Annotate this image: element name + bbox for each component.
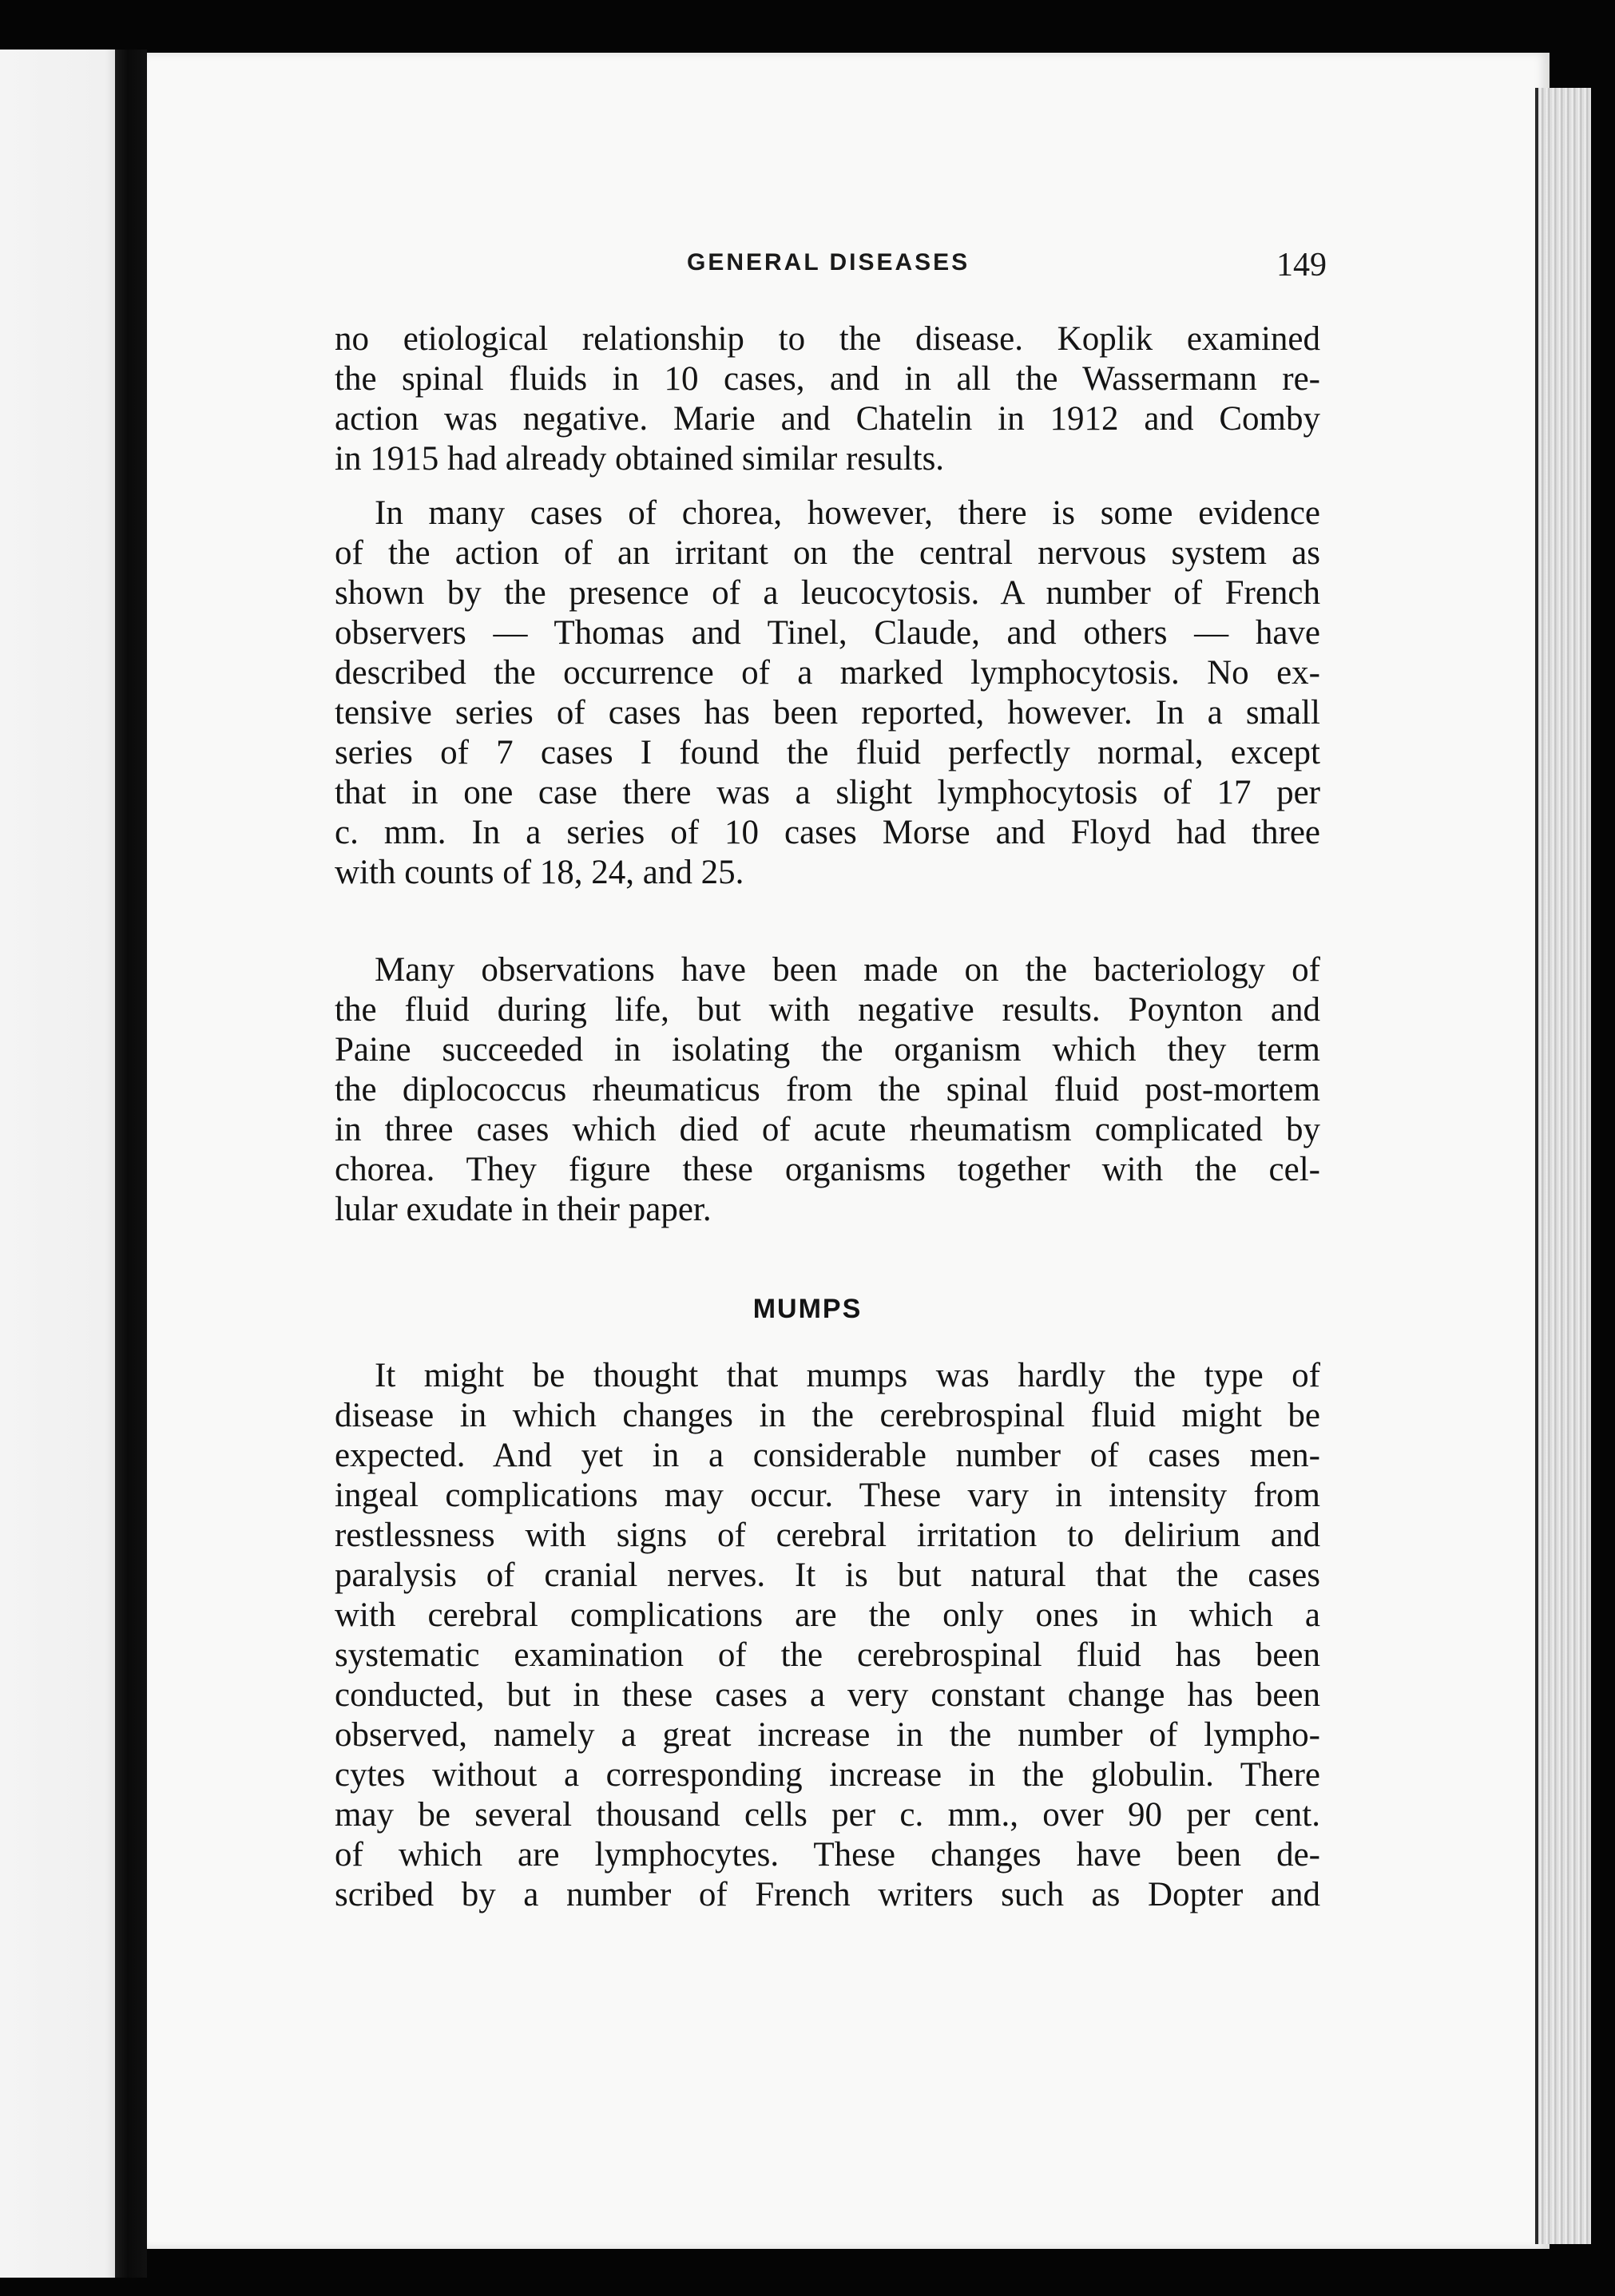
text-line: systematic examination of the cerebrospinal fluid has been: [335, 1636, 1320, 1674]
page-block-edges: [1535, 88, 1591, 2244]
text-line: may be several thousand cells per c. mm., over 90 per cent.: [335, 1796, 1320, 1834]
text-line: the spinal fluids in 10 cases, and in all the Wassermann re-: [335, 360, 1320, 398]
text-line: Paine succeeded in isolating the organism which they term: [335, 1031, 1320, 1069]
running-header: GENERAL DISEASES: [687, 249, 970, 276]
text-line: ingeal complications may occur. These vary in intensity from: [335, 1477, 1320, 1514]
page-number: 149: [1276, 247, 1327, 284]
text-line: cytes without a corresponding increase in the globulin. There: [335, 1756, 1320, 1794]
text-line: conducted, but in these cases a very constant change has been: [335, 1676, 1320, 1714]
section-heading: MUMPS: [752, 1294, 863, 1324]
text-line: chorea. They figure these organisms together with the cel-: [335, 1151, 1320, 1188]
text-line: that in one case there was a slight lymphocytosis of 17 per: [335, 774, 1320, 811]
text-line: restlessness with signs of cerebral irritation to delirium and: [335, 1517, 1320, 1554]
text-line: tensive series of cases has been reported, however. In a small: [335, 694, 1320, 732]
text-line: action was negative. Marie and Chatelin in 1912 and Comby: [335, 400, 1320, 438]
paragraph: [335, 1356, 1320, 1915]
gutter-shadow: [115, 50, 147, 2278]
text-line: disease in which changes in the cerebrospinal fluid might be: [335, 1397, 1320, 1434]
paragraph: [335, 494, 1320, 893]
text-line: the diplococcus rheumaticus from the spinal fluid post-mortem: [335, 1071, 1320, 1108]
text-line: of which are lymphocytes. These changes have been de-: [335, 1836, 1320, 1874]
text-line: series of 7 cases I found the fluid perfectly normal, except: [335, 734, 1320, 771]
text-line: c. mm. In a series of 10 cases Morse and Floyd had three: [335, 814, 1320, 851]
text-line: expected. And yet in a considerable number of cases men-: [335, 1437, 1320, 1474]
text-line: In many cases of chorea, however, there is some evidence: [375, 494, 1320, 532]
text-line: of the action of an irritant on the central nervous system as: [335, 534, 1320, 572]
text-line: in three cases which died of acute rheumatism complicated by: [335, 1111, 1320, 1148]
paragraph: [335, 319, 1320, 479]
text-line: with counts of 18, 24, and 25.: [335, 854, 744, 891]
text-line: Many observations have been made on the bacteriology of: [375, 951, 1320, 989]
text-line: It might be thought that mumps was hardly the type of: [375, 1357, 1320, 1394]
text-line: observed, namely a great increase in the number of lympho-: [335, 1716, 1320, 1754]
text-line: scribed by a number of French writers such as Dopter and: [335, 1876, 1320, 1913]
text-line: with cerebral complications are the only ones in which a: [335, 1596, 1320, 1634]
text-line: described the occurrence of a marked lymphocytosis. No ex-: [335, 654, 1320, 692]
text-line: observers — Thomas and Tinel, Claude, and others — have: [335, 614, 1320, 652]
text-line: in 1915 had already obtained similar results.: [335, 440, 945, 478]
text-line: the fluid during life, but with negative results. Poynton and: [335, 991, 1320, 1029]
text-line: paralysis of cranial nerves. It is but natural that the cases: [335, 1556, 1320, 1594]
text-line: lular exudate in their paper.: [335, 1191, 712, 1228]
paragraph: [335, 950, 1320, 1230]
text-line: shown by the presence of a leucocytosis. A number of French: [335, 574, 1320, 612]
text-line: no etiological relationship to the disease. Koplik examined: [335, 320, 1320, 358]
facing-page-edge: [0, 50, 125, 2278]
